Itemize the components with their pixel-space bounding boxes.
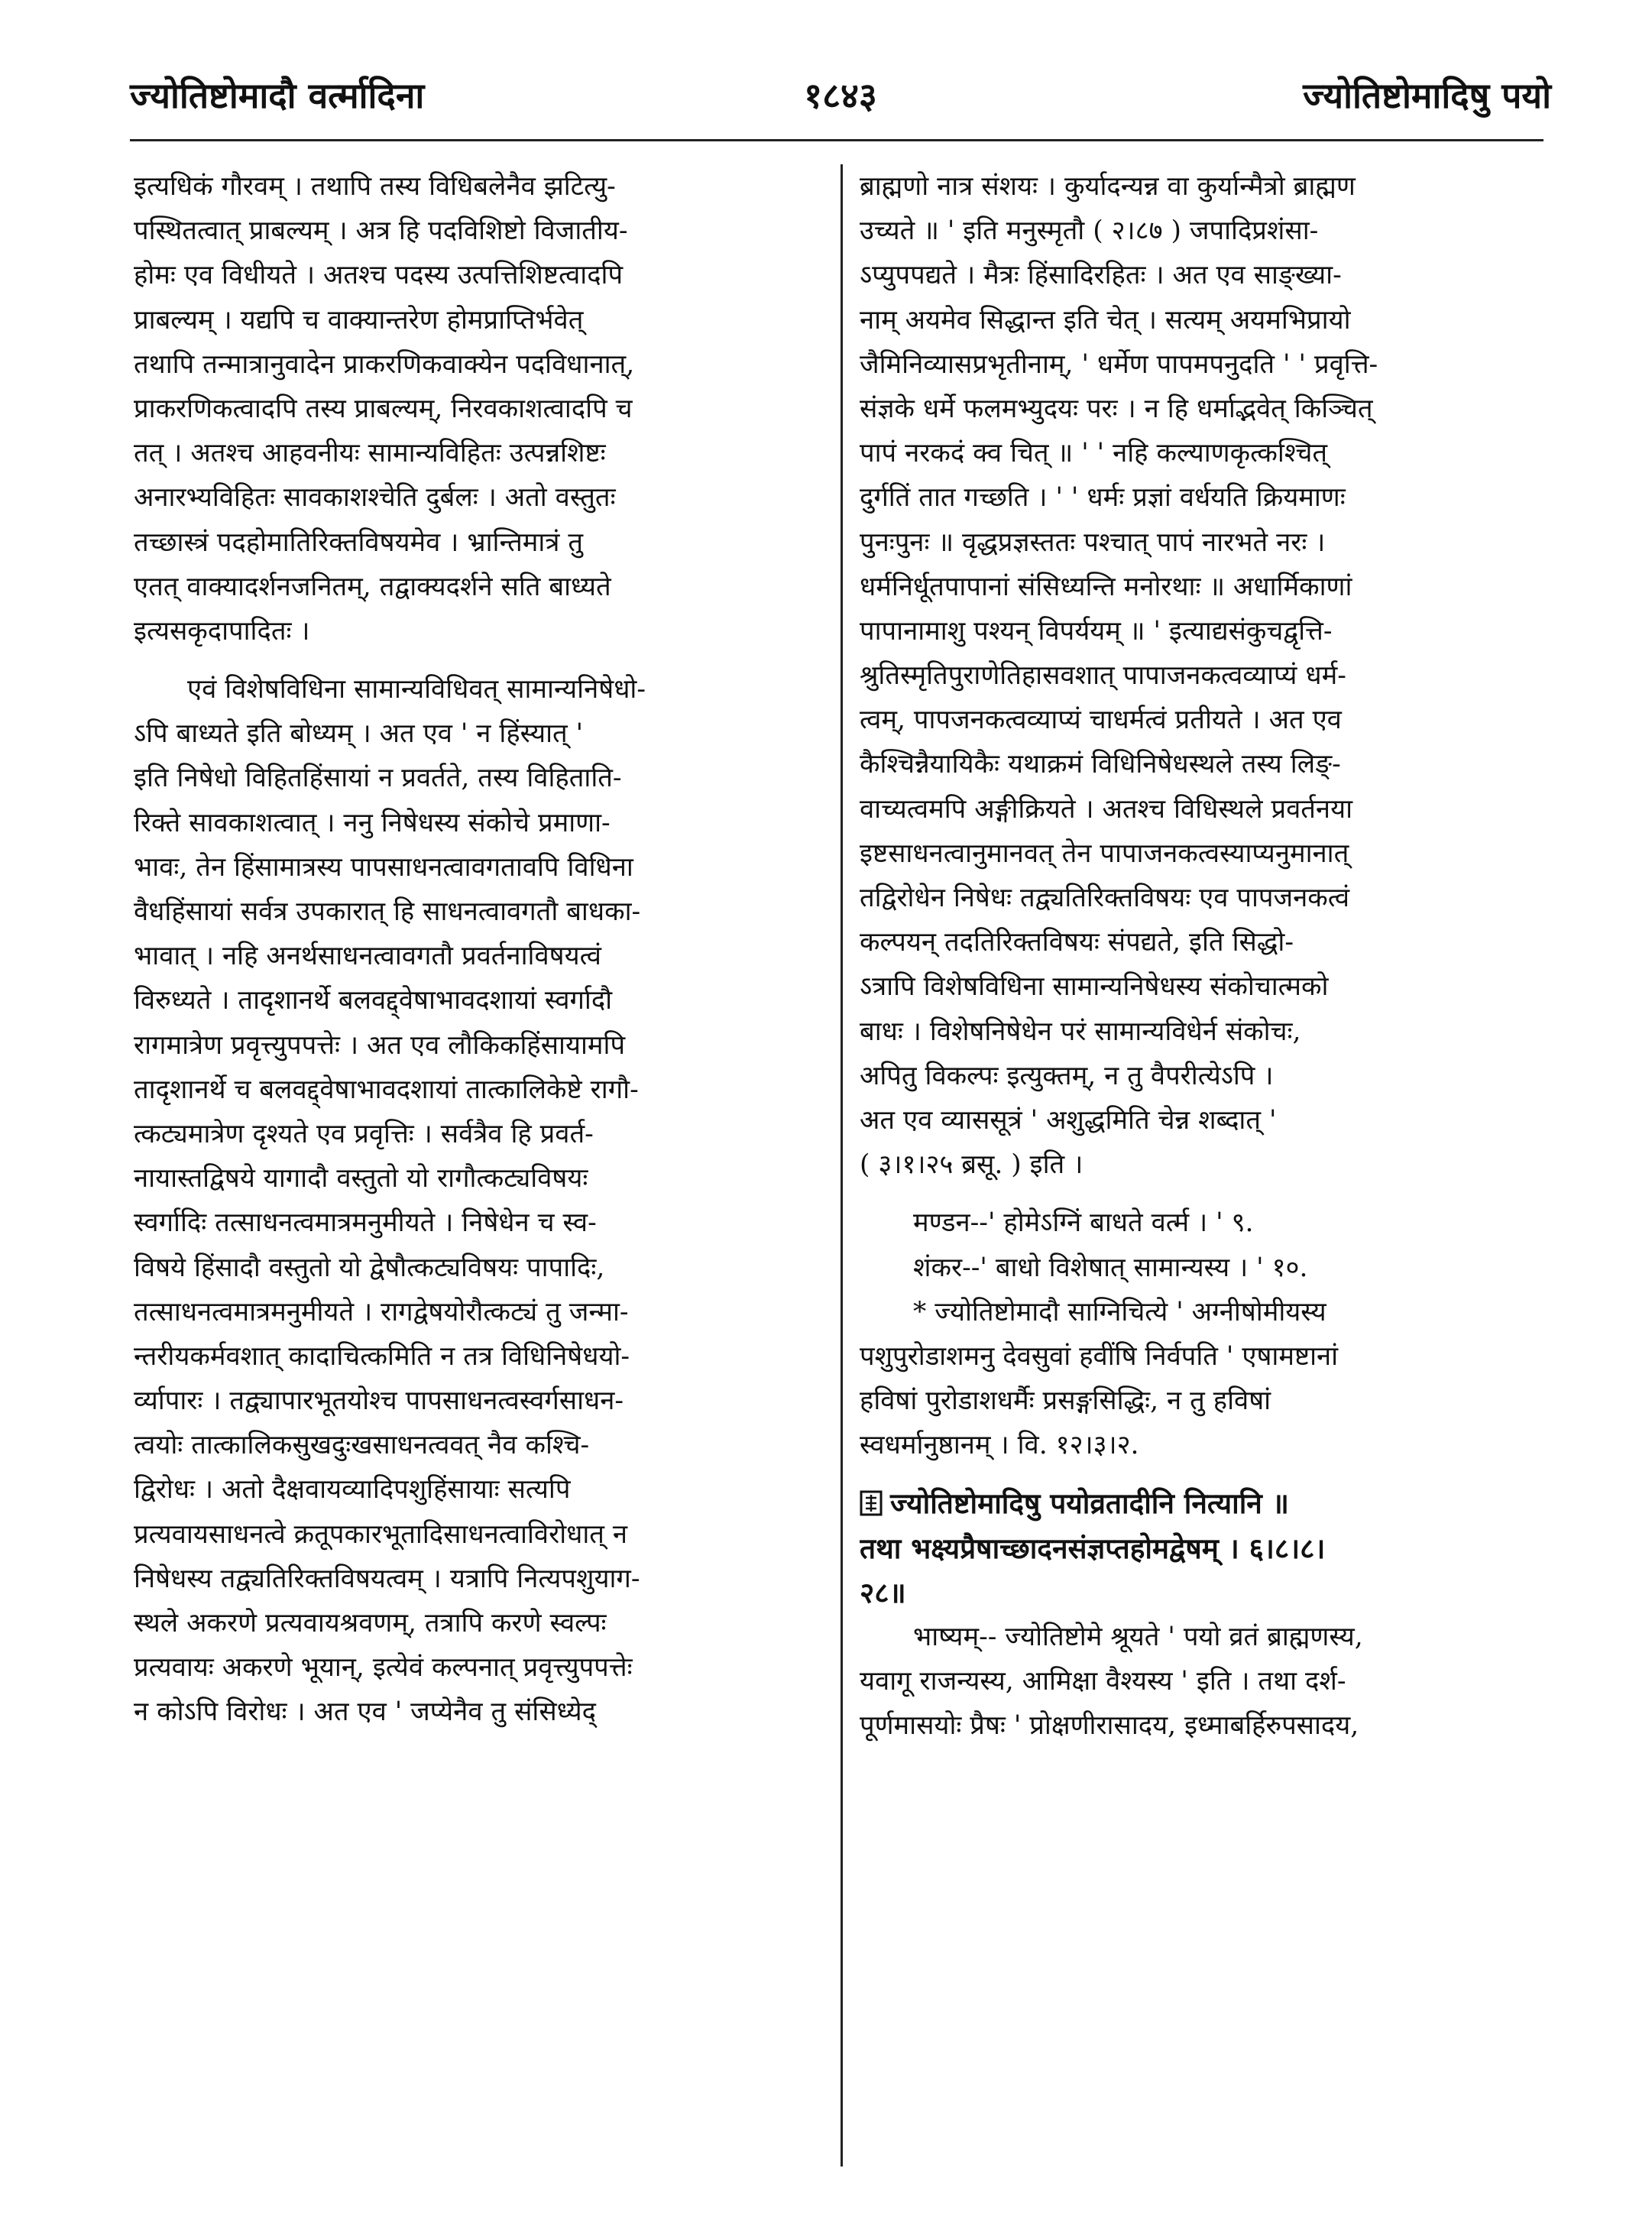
text-line: नायास्तद्विषये यागादौ वस्तुतो यो रागौत्कट्यविषयः <box>134 1163 588 1194</box>
sutra-heading: ज्योतिष्टोमादिषु पयोव्रतादीनि नित्यानि ॥ <box>890 1486 1289 1521</box>
text-line: प्रत्यवायसाधनत्वे क्रतूपकारभूतादिसाधनत्वाविरोधात् न <box>134 1518 628 1550</box>
text-line: पापं नरकदं क्व चित् ॥ ' ' नहि कल्याणकृत्कश्चित् <box>860 438 1328 469</box>
text-line: र्व्यापारः । तद्व्यापारभूतयोश्च पापसाधनत्वस्वर्गसाधन- <box>134 1385 624 1417</box>
sutra-heading-line-2: तथा भक्ष्यप्रैषाच्छादनसंज्ञप्तहोमद्वेषम् । ६।८।८। <box>860 1531 1326 1565</box>
footnote-shankara: शंकर--' बाधो विशेषात् सामान्यस्य । ' १०. <box>913 1252 1308 1283</box>
text-line: हविषां पुरोडाशधर्मैः प्रसङ्गसिद्धिः, न तु हविषां <box>860 1385 1271 1417</box>
bhashya-start-line: भाष्यम्-- ज्योतिष्टोमे श्रूयते ' पयो व्रतं ब्राह्मणस्य, <box>913 1622 1363 1652</box>
text-line: त्वम्, पापजनकत्वव्याप्यं चाधर्मत्वं प्रतीयते । अत एव <box>860 705 1342 736</box>
text-line: इति निषेधो विहितहिंसायां न प्रवर्तते, तस्य विहिताति- <box>134 763 622 794</box>
text-line: प्राकरणिकत्वादपि तस्य प्राबल्यम्, निरवकाशत्वादपि च <box>134 393 633 424</box>
text-line: विषये हिंसादौ वस्तुतो यो द्वेषौत्कट्यविषयः पापादिः, <box>134 1252 605 1283</box>
text-line: नाम् अयमेव सिद्धान्त इति चेत् । सत्यम् अयमभिप्रायो <box>860 304 1351 335</box>
text-line: कैश्चिन्नैयायिकैः यथाक्रमं विधिनिषेधस्थले तस्य लिङ्- <box>860 749 1341 780</box>
paragraph-start-line: एवं विशेषविधिना सामान्यविधिवत् सामान्यनिषेधो- <box>187 674 646 705</box>
text-line: बाधः । विशेषनिषेधेन परं सामान्यविधेर्न संकोचः, <box>860 1016 1301 1047</box>
text-line: विरुध्यते । तादृशानर्थे बलवद्द्वेषाभावदशायां स्वर्गादौ <box>134 985 613 1016</box>
text-line: ( ३।१।२५ ब्रसू. ) इति । <box>860 1149 1084 1181</box>
text-line: प्रत्यवायः अकरणे भूयान्, इत्येवं कल्पनात् प्रवृत्त्युपपत्तेः <box>134 1652 633 1684</box>
text-line: होमः एव विधीयते । अतश्च पदस्य उत्पत्तिशिष्टत्वादपि <box>134 260 624 291</box>
text-line: पुनःपुनः ॥ वृद्धप्रज्ञस्ततः पश्चात् पापं नारभते नरः । <box>860 527 1326 558</box>
page-number: १८४३ <box>804 75 877 116</box>
footnote-star: * ज्योतिष्टोमादौ साग्निचित्ये ' अग्नीषोमीयस्य <box>913 1296 1326 1327</box>
text-line: अनारभ्यविहितः सावकाशश्चेति दुर्बलः । अतो वस्तुतः <box>134 482 616 514</box>
text-line: संज्ञके धर्मे फलमभ्युदयः परः । न हि धर्माद्भवेत् किञ्चित् <box>860 393 1373 424</box>
text-line: द्विरोधः । अतो दैक्षवायव्यादिपशुहिंसायाः सत्यपि <box>134 1474 571 1505</box>
text-line: ऽत्रापि विशेषविधिना सामान्यनिषेधस्य संकोचात्मको <box>860 971 1329 1003</box>
text-line: त्कट्यमात्रेण दृश्यते एव प्रवृत्तिः । सर्वत्रैव हि प्रवर्त- <box>134 1118 594 1149</box>
text-line: इष्टसाधनत्वानुमानवत् तेन पापाजनकत्वस्याप्यनुमानात् <box>860 838 1349 869</box>
text-line: निषेधस्य तद्व्यतिरिक्तविषयत्वम् । यत्रापि नित्यपशुयाग- <box>134 1563 640 1594</box>
text-line: श्रुतिस्मृतिपुराणेतिहासवशात् पापाजनकत्वव्याप्यं धर्म- <box>860 660 1346 692</box>
text-line: स्वर्गादिः तत्साधनत्वमात्रमनुमीयते । निषेधेन च स्व- <box>134 1207 597 1239</box>
text-line: इत्यधिकं गौरवम् । तथापि तस्य विधिबलेनैव झटित्यु- <box>134 171 616 202</box>
text-line: ऽप्युपपद्यते । मैत्रः हिंसादिरहितः । अत एव साङ्ख्या- <box>860 260 1342 291</box>
text-line: ब्राह्मणो नात्र संशयः । कुर्यादन्यन्न वा कुर्यान्मैत्रो ब्राह्मण <box>860 171 1356 202</box>
text-line: स्वधर्मानुष्ठानम् । वि. १२।३।२. <box>860 1430 1139 1461</box>
text-line: तत्साधनत्वमात्रमनुमीयते । रागद्वेषयोरौत्कट्यं तु जन्मा- <box>134 1296 629 1327</box>
running-header <box>130 73 1551 126</box>
text-line: पापानामाशु पश्यन् विपर्ययम् ॥ ' इत्याद्यसंकुचद्वृत्ति- <box>860 615 1333 647</box>
text-line: ऽपि बाध्यते इति बोध्यम् । अत एव ' न हिंस्यात् ' <box>134 718 584 750</box>
text-line: कल्पयन् तदतिरिक्तविषयः संपद्यते, इति सिद्धो- <box>860 927 1294 958</box>
text-line: रिक्ते सावकाशत्वात् । ननु निषेधस्य संकोचे प्रमाणा- <box>134 807 611 838</box>
text-line: स्थले अकरणे प्रत्यवायश्रवणम्, तत्रापि करणे स्वल्पः <box>134 1608 607 1638</box>
column-separator <box>841 164 843 2167</box>
text-line: रागमात्रेण प्रवृत्त्युपपत्तेः । अत एव लौकिकहिंसायामपि <box>134 1029 626 1061</box>
footnote-mandana: मण्डन--' होमेऽग्निं बाधते वर्त्म । ' ९. <box>913 1207 1254 1239</box>
header-left-title: ज्योतिष्टोमादौ वर्त्मादिना <box>130 75 425 116</box>
text-line: इत्यसकृदापादितः । <box>134 615 310 647</box>
text-line: उच्यते ॥ ' इति मनुस्मृतौ ( २।८७ ) जपादिप्रशंसा- <box>860 216 1319 247</box>
right-column <box>860 164 1551 1748</box>
text-line: अत एव व्याससूत्रं ' अशुद्धमिति चेन्न शब्दात् ' <box>860 1104 1277 1136</box>
text-line: यवागू राजन्यस्य, आमिक्षा वैश्यस्य ' इति । तथा दर्श- <box>860 1666 1346 1697</box>
text-line: तत् । अतश्च आहवनीयः सामान्यविहितः उत्पन्नशिष्टः <box>134 438 606 469</box>
left-column <box>134 164 825 1735</box>
text-line: प्राबल्यम् । यद्यपि च वाक्यान्तरेण होमप्राप्तिर्भवेत् <box>134 304 584 335</box>
text-line: त्वयोः तात्कालिकसुखदुःखसाधनत्ववत् नैव कश्चि- <box>134 1430 590 1461</box>
text-line: जैमिनिव्यासप्रभृतीनाम्, ' धर्मेण पापमपनुदति ' ' प्रवृत्ति- <box>860 348 1378 380</box>
text-line: तद्विरोधेन निषेधः तद्व्यतिरिक्तविषयः एव पापजनकत्वं <box>860 883 1350 913</box>
text-line: तच्छास्त्रं पदहोमातिरिक्तविषयमेव । भ्रान्तिमात्रं तु <box>134 527 583 558</box>
header-rule <box>130 139 1543 141</box>
text-line: भावात् । नहि अनर्थसाधनत्वावगतौ प्रवर्तनाविषयत्वं <box>134 941 601 972</box>
text-line: अपितु विकल्पः इत्युक्तम्, न तु वैपरीत्येऽपि । <box>860 1060 1274 1091</box>
seal-icon <box>860 1490 883 1516</box>
text-line: एतत् वाक्यादर्शनजनितम्, तद्वाक्यदर्शने सति बाध्यते <box>134 571 611 602</box>
header-right-title: ज्योतिष्टोमादिषु पयो <box>1303 75 1551 116</box>
sutra-heading-line <box>860 1481 1551 1525</box>
text-line: धर्मनिर्धूतपापानां संसिध्यन्ति मनोरथाः ॥ अधार्मिकाणां <box>860 571 1352 602</box>
text-line: भावः, तेन हिंसामात्रस्य पापसाधनत्वावगतावपि विधिना <box>134 851 633 883</box>
text-line: वैधहिंसायां सर्वत्र उपकारात् हि साधनत्वावगतौ बाधका- <box>134 896 641 927</box>
sutra-number: २८॥ <box>860 1575 906 1609</box>
text-line: न्तरीयकर्मवशात् कादाचित्कमिति न तत्र विधिनिषेधयो- <box>134 1340 630 1372</box>
text-line: तादृशानर्थे च बलवद्द्वेषाभावदशायां तात्कालिकेष्टे रागौ- <box>134 1074 639 1105</box>
text-line: पस्थितत्वात् प्राबल्यम् । अत्र हि पदविशिष्टो विजातीय- <box>134 216 628 247</box>
text-line: पूर्णमासयोः प्रैषः ' प्रोक्षणीरासादय, इध्माबर्हिरुपसादय, <box>860 1710 1359 1742</box>
text-line: दुर्गतिं तात गच्छति । ' ' धर्मः प्रज्ञां वर्धयति क्रियमाणः <box>860 482 1346 514</box>
text-line: वाच्यत्वमपि अङ्गीक्रियते । अतश्च विधिस्थले प्रवर्तनया <box>860 793 1353 825</box>
text-line: तथापि तन्मात्रानुवादेन प्राकरणिकवाक्येन पदविधानात्, <box>134 348 635 380</box>
text-line: न कोऽपि विरोधः । अत एव ' जप्येनैव तु संसिध्येद् <box>134 1697 596 1728</box>
text-line: पशुपुरोडाशमनु देवसुवां हवींषि निर्वपति ' एषामष्टानां <box>860 1340 1339 1372</box>
